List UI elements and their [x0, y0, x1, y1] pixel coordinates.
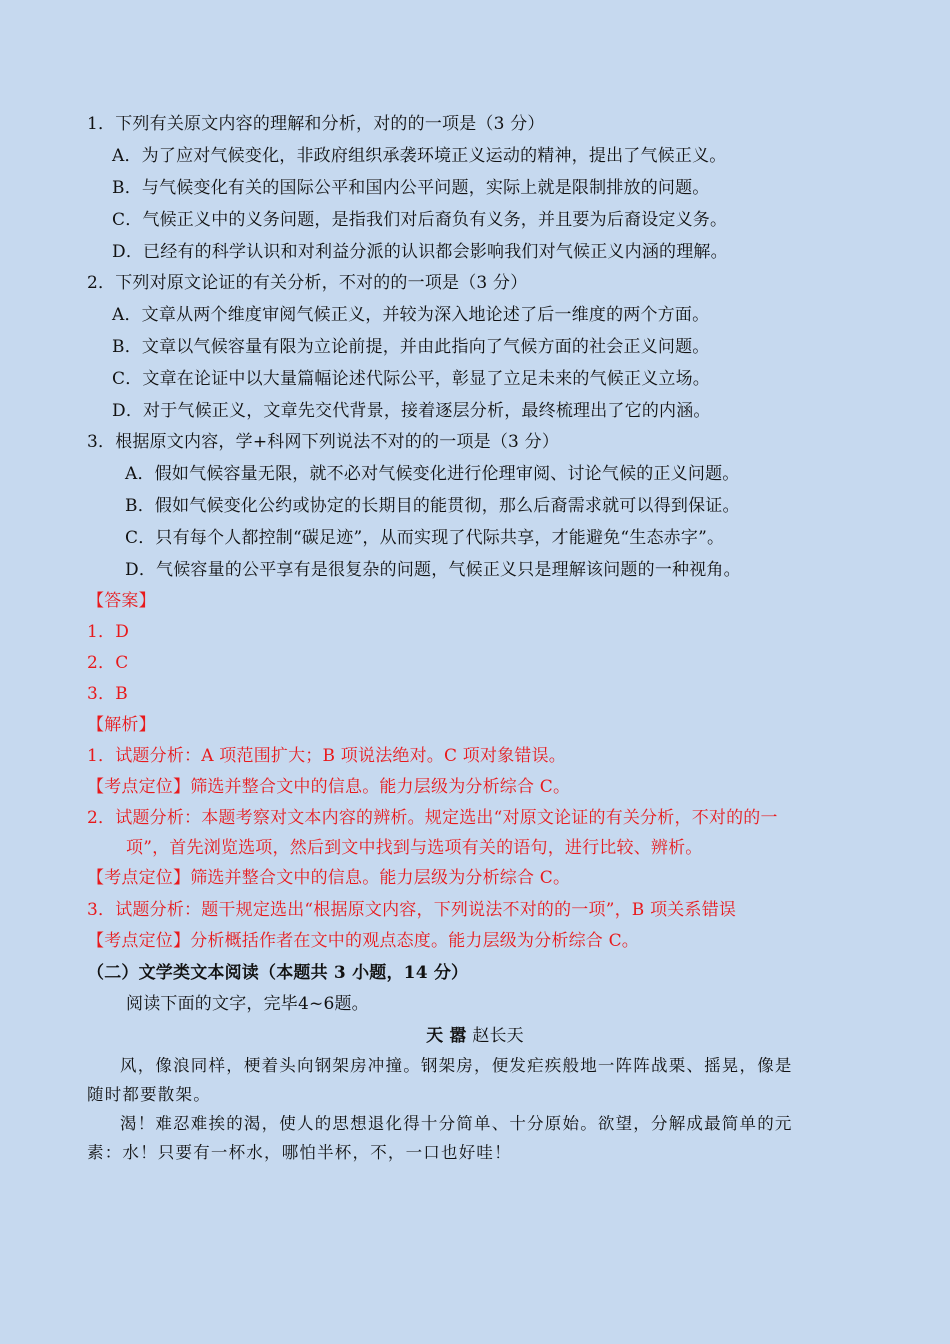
- answer-item-3: 3．B: [87, 684, 128, 704]
- analysis-1-point: 【考点定位】筛选并整合文中的信息。能力层级为分析综合 C。: [87, 777, 571, 797]
- passage-paragraph-1-line-1: 风，像浪同样，梗着头向钢架房冲撞。钢架房，便发疟疾般地一阵阵战栗、摇晃，像是: [120, 1056, 793, 1075]
- passage-author: 赵长天: [472, 1026, 524, 1046]
- analysis-2-continued: 项”，首先浏览选项，然后到文中找到与选项有关的语句，进行比较、辨析。: [126, 838, 703, 858]
- question-3-option-a: A．假如气候容量无限，就不必对气候变化进行伦理审阅、讨论气候的正义问题。: [125, 464, 740, 484]
- section-heading: （二）文学类文本阅读（本题共 3 小题，14 分）: [87, 963, 469, 983]
- analysis-2: 2．试题分析：本题考察对文本内容的辨析。规定选出“对原文论证的有关分析，不对的的一: [87, 808, 778, 828]
- passage-paragraph-2-line-2: 素：水！只要有一杯水，哪怕半杯，不，一口也好哇！: [87, 1143, 512, 1162]
- question-1-option-c: C．气候正义中的义务问题，是指我们对后裔负有义务，并且要为后裔设定义务。: [112, 210, 728, 230]
- passage-paragraph-1-line-2: 随时都要散架。: [87, 1085, 211, 1104]
- question-2-option-b: B．文章以气候容量有限为立论前提，并由此指向了气候方面的社会正义问题。: [112, 337, 710, 357]
- analysis-2-point: 【考点定位】筛选并整合文中的信息。能力层级为分析综合 C。: [87, 868, 571, 888]
- analysis-heading: 【解析】: [87, 715, 156, 735]
- analysis-3-point: 【考点定位】分析概括作者在文中的观点态度。能力层级为分析综合 C。: [87, 931, 640, 951]
- answer-heading: 【答案】: [87, 591, 156, 611]
- question-3-option-d: D．气候容量的公平享有是很复杂的问题，气候正义只是理解该问题的一种视角。: [125, 560, 741, 580]
- answer-item-2: 2．C: [87, 653, 129, 673]
- passage-paragraph-2-line-1: 渴！难忍难挨的渴，使人的思想退化得十分简单、十分原始。欲望，分解成最简单的元: [120, 1114, 793, 1133]
- passage-title: 天 嚣: [426, 1026, 467, 1046]
- analysis-3: 3．试题分析：题干规定选出“根据原文内容，下列说法不对的的一项”，B 项关系错误: [87, 900, 737, 920]
- analysis-1: 1．试题分析：A 项范围扩大；B 项说法绝对。C 项对象错误。: [87, 746, 567, 766]
- question-2-option-d: D．对于气候正义，文章先交代背景，接着逐层分析，最终梳理出了它的内涵。: [112, 401, 711, 421]
- passage-title-line: [0, 1024, 950, 1048]
- question-2-option-a: A．文章从两个维度审阅气候正义，并较为深入地论述了后一维度的两个方面。: [112, 305, 710, 325]
- question-2-option-c: C．文章在论证中以大量篇幅论述代际公平，彰显了立足未来的气候正义立场。: [112, 369, 711, 389]
- section-instruction: 阅读下面的文字，完毕4~6题。: [126, 994, 369, 1014]
- question-1-option-d: D．已经有的科学认识和对利益分派的认识都会影响我们对气候正义内涵的理解。: [112, 242, 728, 262]
- question-1-stem: 1．下列有关原文内容的理解和分析，对的的一项是（3 分）: [87, 114, 545, 134]
- answer-item-1: 1．D: [87, 622, 130, 642]
- question-2-stem: 2．下列对原文论证的有关分析，不对的的一项是（3 分）: [87, 273, 528, 293]
- question-3-option-b: B．假如气候变化公约或协定的长期目的能贯彻，那么后裔需求就可以得到保证。: [125, 496, 740, 516]
- question-3-stem: 3．根据原文内容，学+科网下列说法不对的的一项是（3 分）: [87, 432, 560, 452]
- question-1-option-b: B．与气候变化有关的国际公平和国内公平问题，实际上就是限制排放的问题。: [112, 178, 710, 198]
- question-3-option-c: C．只有每个人都控制“碳足迹”，从而实现了代际共享，才能避免“生态赤字”。: [125, 528, 725, 548]
- question-1-option-a: A．为了应对气候变化，非政府组织承袭环境正义运动的精神，提出了气候正义。: [112, 146, 727, 166]
